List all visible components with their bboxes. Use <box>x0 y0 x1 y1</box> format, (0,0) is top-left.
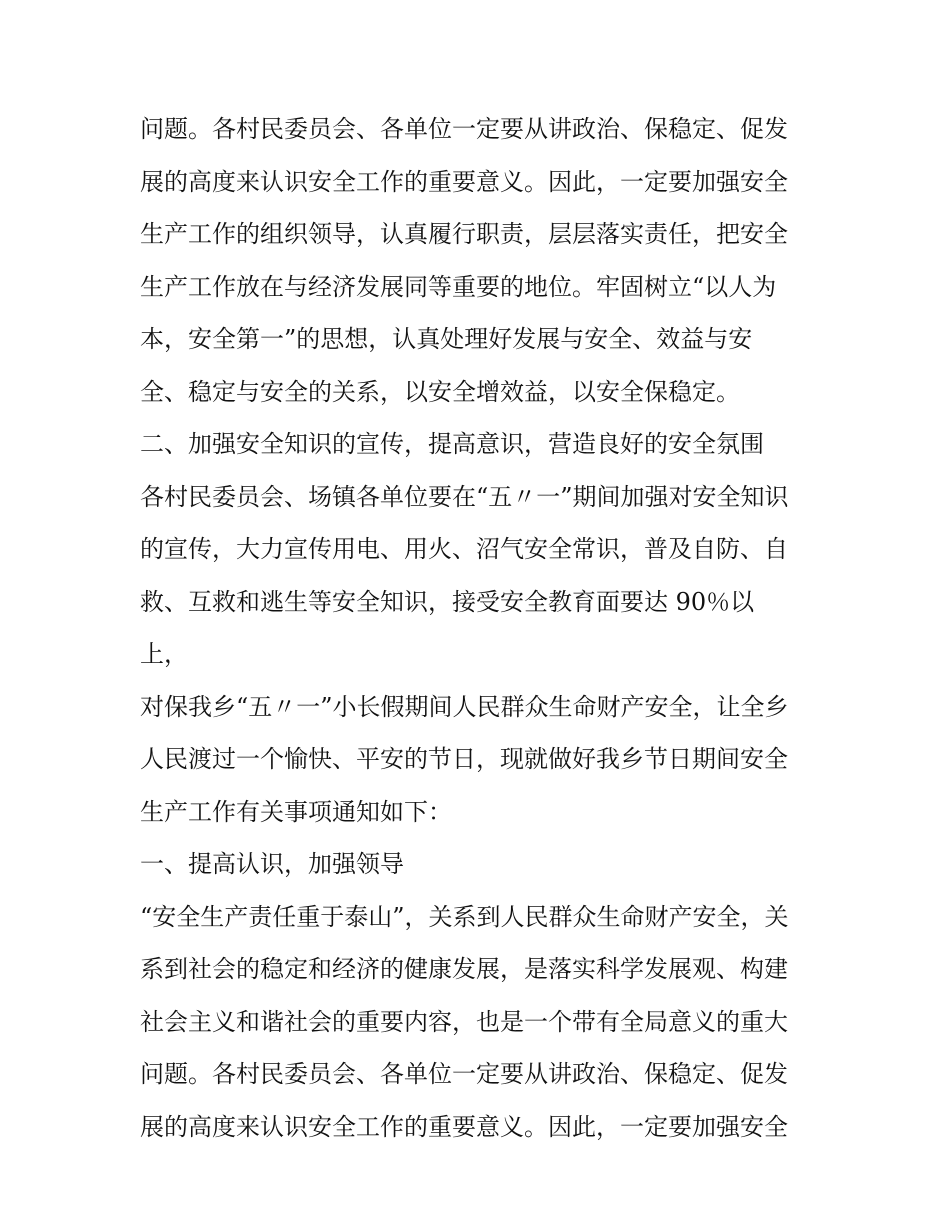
text-line: 展的高度来认识安全工作的重要意义。因此，一定要加强安全 <box>140 1112 788 1141</box>
section-heading: 一、提高认识，加强领导 <box>140 850 404 878</box>
text-line: “安全生产责任重于泰山”，关系到人民群众生命财产安全，关 <box>140 902 789 931</box>
text-line: 救、互救和逃生等安全知识，接受安全教育面要达 90％以 <box>140 587 755 616</box>
text-line: 问题。各村民委员会、各单位一定要从讲政治、保稳定、促发 <box>140 1060 788 1088</box>
text-line: 展的高度来认识安全工作的重要意义。因此，一定要加强安全 <box>140 167 788 196</box>
document-body <box>140 103 820 1153</box>
text-line: 的宣传，大力宣传用电、用火、沼气安全常识，普及自防、自 <box>140 535 788 563</box>
text-line: 各村民委员会、场镇各单位要在“五〃一”期间加强对安全知识 <box>140 482 789 511</box>
section-heading: 二、加强安全知识的宣传，提高意识，营造良好的安全氛围 <box>140 430 764 458</box>
text-line: 生产工作的组织领导，认真履行职责，层层落实责任，把安全 <box>140 220 788 248</box>
text-line: 上， <box>140 640 188 668</box>
text-line: 问题。各村民委员会、各单位一定要从讲政治、保稳定、促发 <box>140 115 788 143</box>
text-line: 本，安全第一”的思想，认真处理好发展与安全、效益与安 <box>140 325 753 353</box>
text-line: 系到社会的稳定和经济的健康发展，是落实科学发展观、构建 <box>140 955 788 983</box>
text-line: 社会主义和谐社会的重要内容，也是一个带有全局意义的重大 <box>140 1007 788 1036</box>
text-line: 全、稳定与安全的关系，以安全增效益，以安全保稳定。 <box>140 377 740 406</box>
text-line: 人民渡过一个愉快、平安的节日，现就做好我乡节日期间安全 <box>140 745 788 773</box>
text-line: 生产工作有关事项通知如下： <box>140 797 452 826</box>
text-line: 生产工作放在与经济发展同等重要的地位。牢固树立“以人为 <box>140 272 777 301</box>
text-line: 对保我乡“五〃一”小长假期间人民群众生命财产安全，让全乡 <box>140 692 789 721</box>
